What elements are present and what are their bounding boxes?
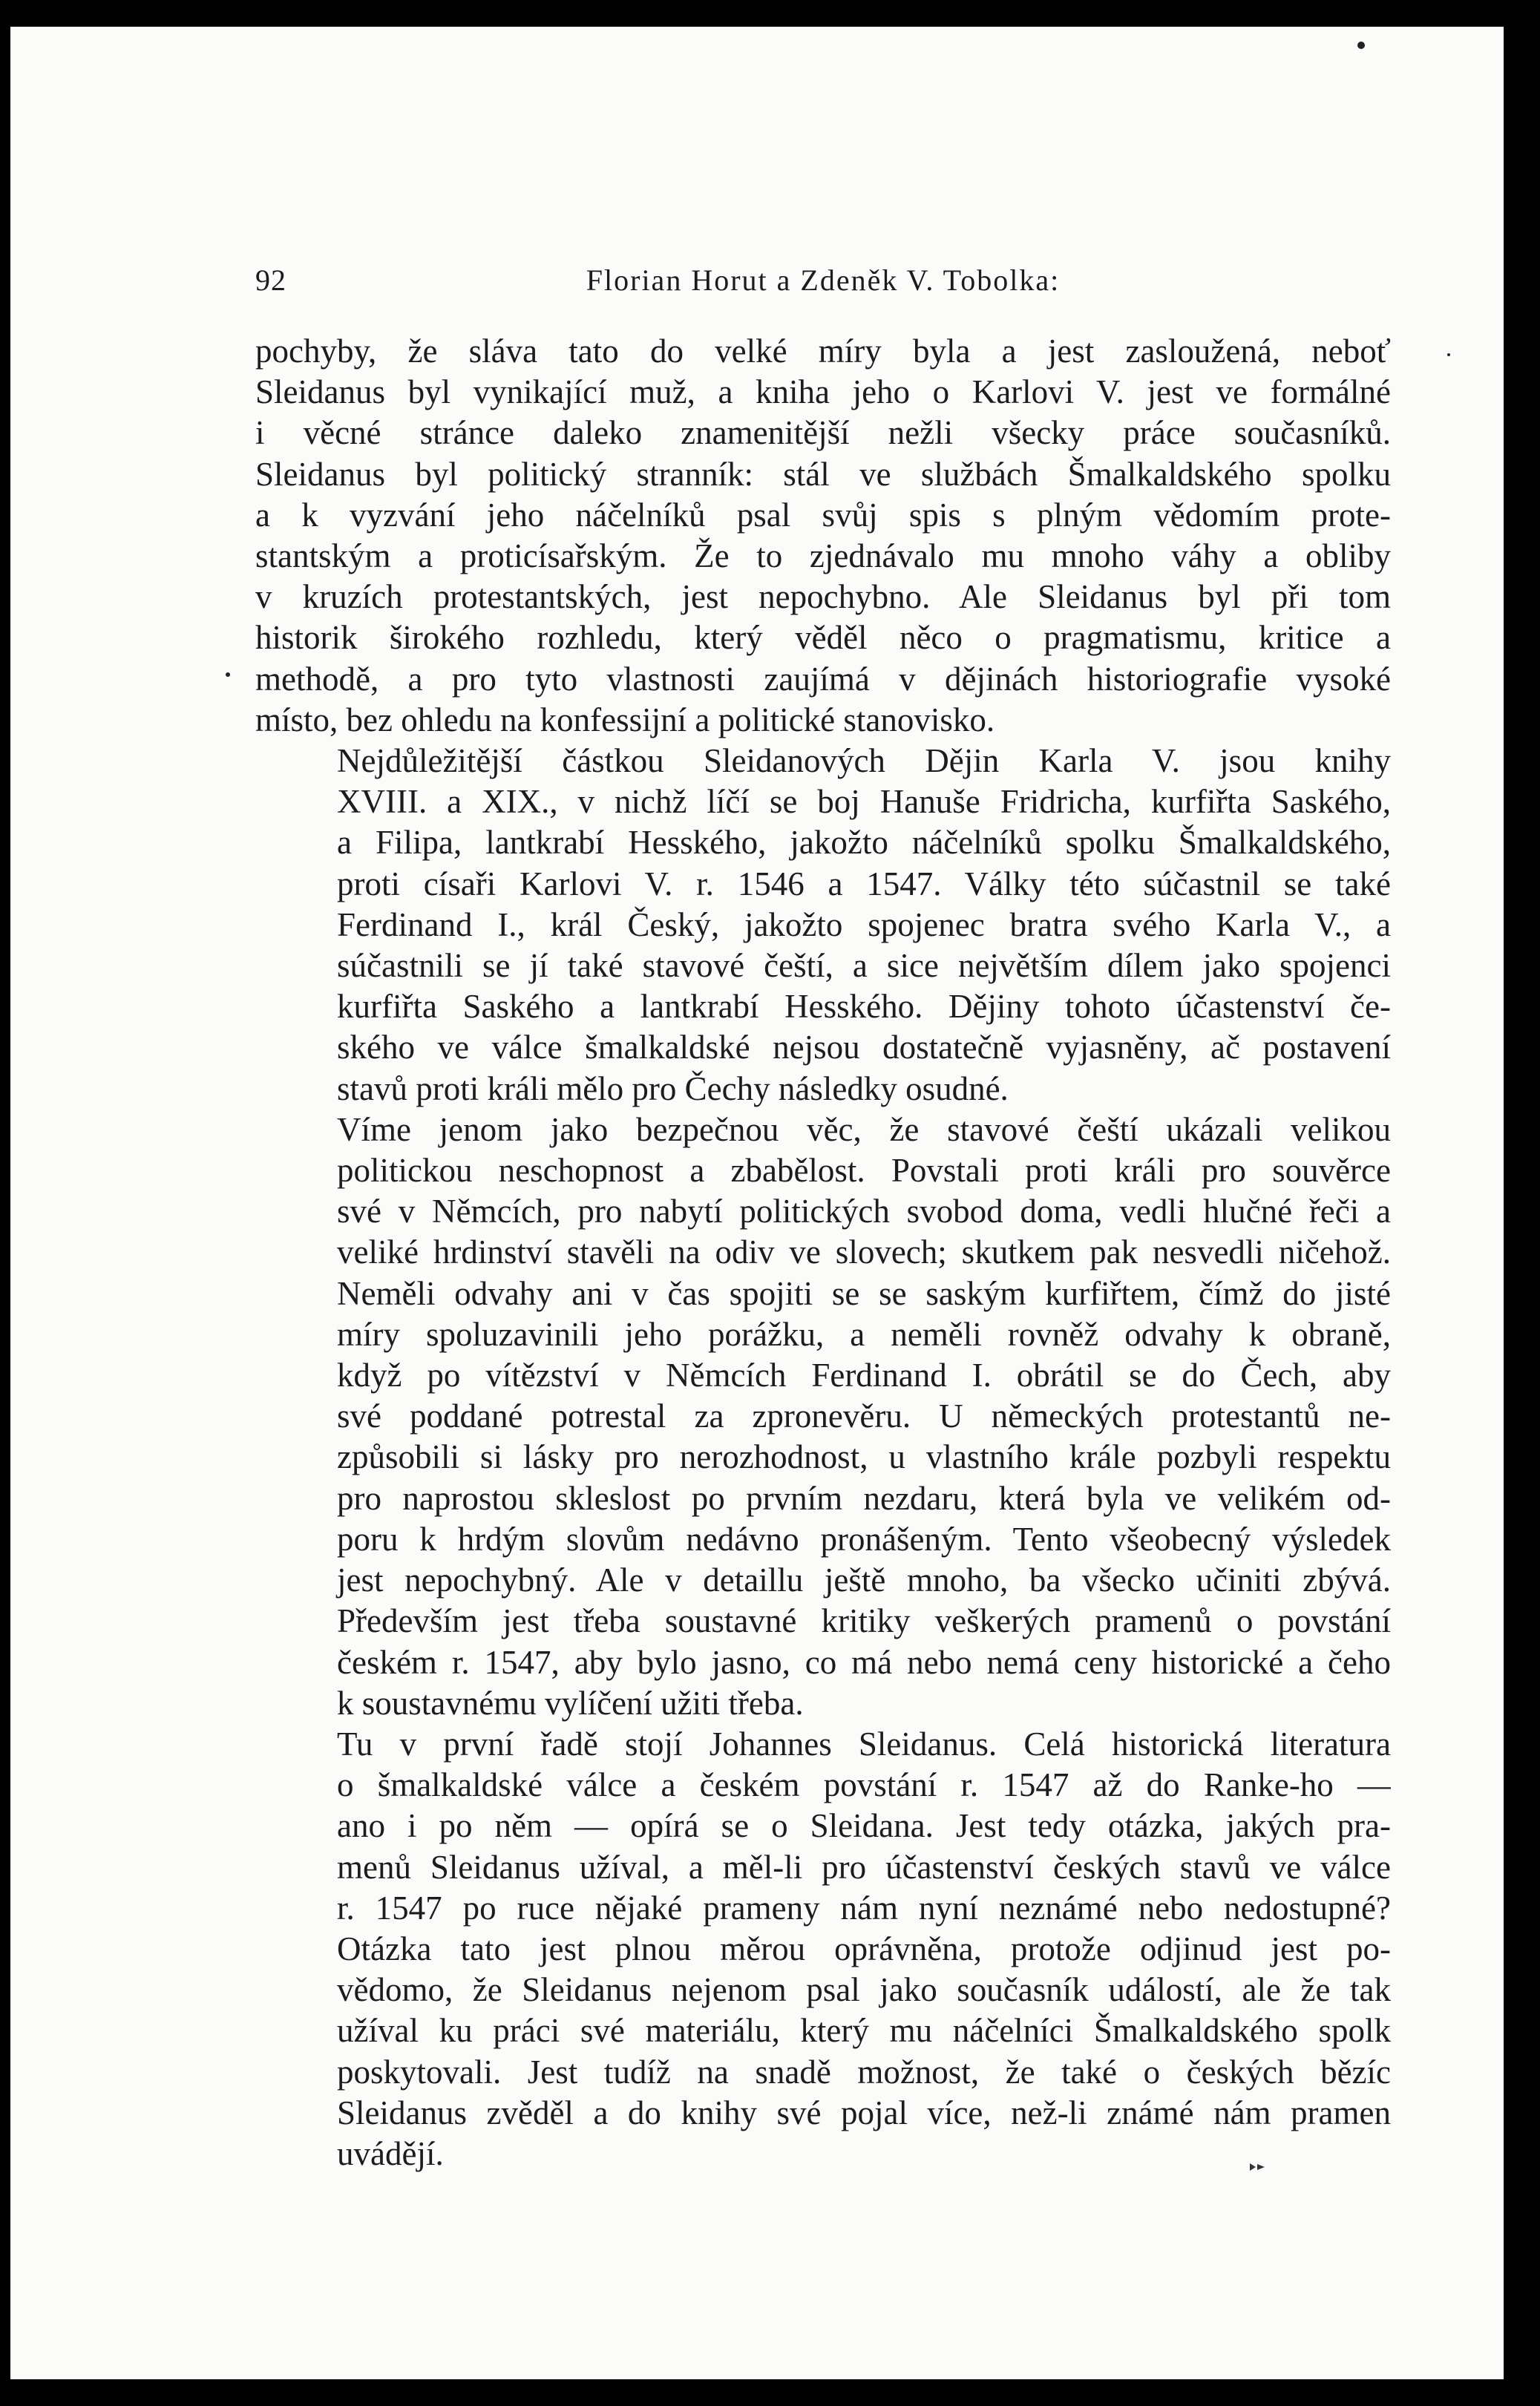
text-line: místo, bez ohledu na konfessijní a politické stanovisko. [255,701,995,738]
text-line: a Filipa, lantkrabí Hesského, jakožto náčelníků spolku Šmalkaldského, [337,824,1391,862]
text-line: proti císaři Karlovi V. r. 1546 a 1547. Války této súčastnil se také [337,865,1391,902]
paragraph [255,331,1391,741]
text-line: politickou neschopnost a zbabělost. Povstali proti králi pro souvěrce [337,1152,1391,1190]
text-line: pro naprostou skleslost po prvním nezdaru, která byla ve velikém od- [337,1479,1391,1517]
text-line: Víme jenom jako bezpečnou věc, že stavové čeští ukázali velikou [337,1110,1391,1148]
text-line: Nejdůležitější částkou Sleidanových Dějin Karla V. jsou knihy [337,742,1391,780]
book-page [10,27,1504,2379]
text-line: i věcné stránce daleko znamenitější nežli všecky práce současníků. [255,414,1391,452]
text-line: kurfiřta Saského a lantkrabí Hesského. Dějiny tohoto účastenství če- [337,988,1391,1026]
text-line: v kruzích protestantských, jest nepochybno. Ale Sleidanus byl při tom [255,578,1391,616]
scan-speck [1357,42,1365,49]
text-line: o šmalkaldské válce a českém povstání r. 1547 až do Ranke-ho — [337,1766,1391,1804]
text-line: způsobili si lásky pro nerozhodnost, u vlastního krále pozbyli respektu [337,1438,1391,1476]
paragraph [255,741,1391,1109]
paragraph [255,1109,1391,1724]
text-line: methodě, a pro tyto vlastnosti zaujímá v dějinách historiografie vysoké [255,660,1391,698]
text-line: své poddané potrestal za zpronevěru. U německých protestantů ne- [337,1397,1391,1435]
text-line: poskytovali. Jest tudíž na snadě možnost, že také o českých bězíc [337,2053,1391,2091]
text-line: Tu v první řadě stojí Johannes Sleidanus. Celá historická literatura [337,1725,1391,1763]
running-head: Florian Horut a Zdeněk V. Tobolka: [586,263,1061,297]
text-line: užíval ku práci své materiálu, který mu náčelníci Šmalkaldského spolk [337,2012,1391,2050]
text-line: uvádějí. [337,2134,444,2172]
text-line: poru k hrdým slovům nedávno pronášeným. Tento všeobecný výsledek [337,1520,1391,1558]
text-line: veliké hrdinství stavěli na odiv ve slovech; skutkem pak nesvedli ničehož. [337,1233,1391,1271]
scan-speck [226,672,230,677]
text-line: stantským a proticísařským. Že to zjednávalo mu mnoho váhy a obliby [255,537,1391,575]
text-line: Sleidanus zvěděl a do knihy své pojal více, než-li známé nám pramen [337,2094,1391,2131]
text-line: Sleidanus byl politický stranník: stál ve službách Šmalkaldského spolku [255,455,1391,493]
text-line: ano i po něm — opírá se o Sleidana. Jest tedy otázka, jakých pra- [337,1807,1391,1845]
text-line: Především jest třeba soustavné kritiky veškerých pramenů o povstání [337,1602,1391,1640]
text-line: súčastnili se jí také stavové čeští, a sice největším dílem jako spojenci [337,947,1391,985]
text-line: Sleidanus byl vynikající muž, a kniha jeho o Karlovi V. jest ve formálné [255,373,1391,411]
text-line: r. 1547 po ruce nějaké prameny nám nyní neznámé nebo nedostupné? [337,1889,1391,1927]
text-line: historik širokého rozhledu, který věděl něco o pragmatismu, kritice a [255,619,1391,657]
scan-mark-icon [1248,2161,1266,2173]
text-line: jest nepochybný. Ale v detaillu ještě mnoho, ba všecko učiniti zbývá. [337,1561,1391,1599]
text-line: své v Němcích, pro nabytí politických svobod doma, vedli hlučné řeči a [337,1193,1391,1230]
text-line: míry spoluzavinili jeho porážku, a neměli rovněž odvahy k obraně, [337,1315,1391,1353]
text-line: ského ve válce šmalkaldské nejsou dostatečně vyjasněny, ač postavení [337,1029,1391,1066]
text-line: když po vítězství v Němcích Ferdinand I. obrátil se do Čech, aby [337,1357,1391,1394]
text-line: stavů proti králi mělo pro Čechy následky osudné. [337,1069,1009,1107]
text-line: vědomo, že Sleidanus nejenom psal jako současník událostí, ale že tak [337,1971,1391,2009]
body-text [255,331,1391,2174]
text-line: pochyby, že sláva tato do velké míry byla a jest zasloužená, neboť [255,332,1391,370]
text-line: k soustavnému vylíčení užiti třeba. [337,1684,804,1722]
text-line: Ferdinand I., král Český, jakožto spojenec bratra svého Karla V., a [337,905,1391,943]
paragraph [255,1724,1391,2174]
text-line: menů Sleidanus užíval, a měl-li pro účastenství českých stavů ve válce [337,1848,1391,1886]
page-number: 92 [255,263,286,297]
text-line: českém r. 1547, aby bylo jasno, co má nebo nemá ceny historické a čeho [337,1643,1391,1681]
text-line: XVIII. a XIX., v nichž líčí se boj Hanuše Fridricha, kurfiřta Saského, [337,783,1391,821]
page-header [255,263,1391,307]
text-line: Neměli odvahy ani v čas spojiti se se saským kurfiřtem, čímž do jisté [337,1274,1391,1312]
text-line: Otázka tato jest plnou měrou oprávněna, protože odjinud jest po- [337,1930,1391,1967]
text-line: a k vyzvání jeho náčelníků psal svůj spis s plným vědomím prote- [255,496,1391,534]
scan-speck [1447,353,1450,356]
